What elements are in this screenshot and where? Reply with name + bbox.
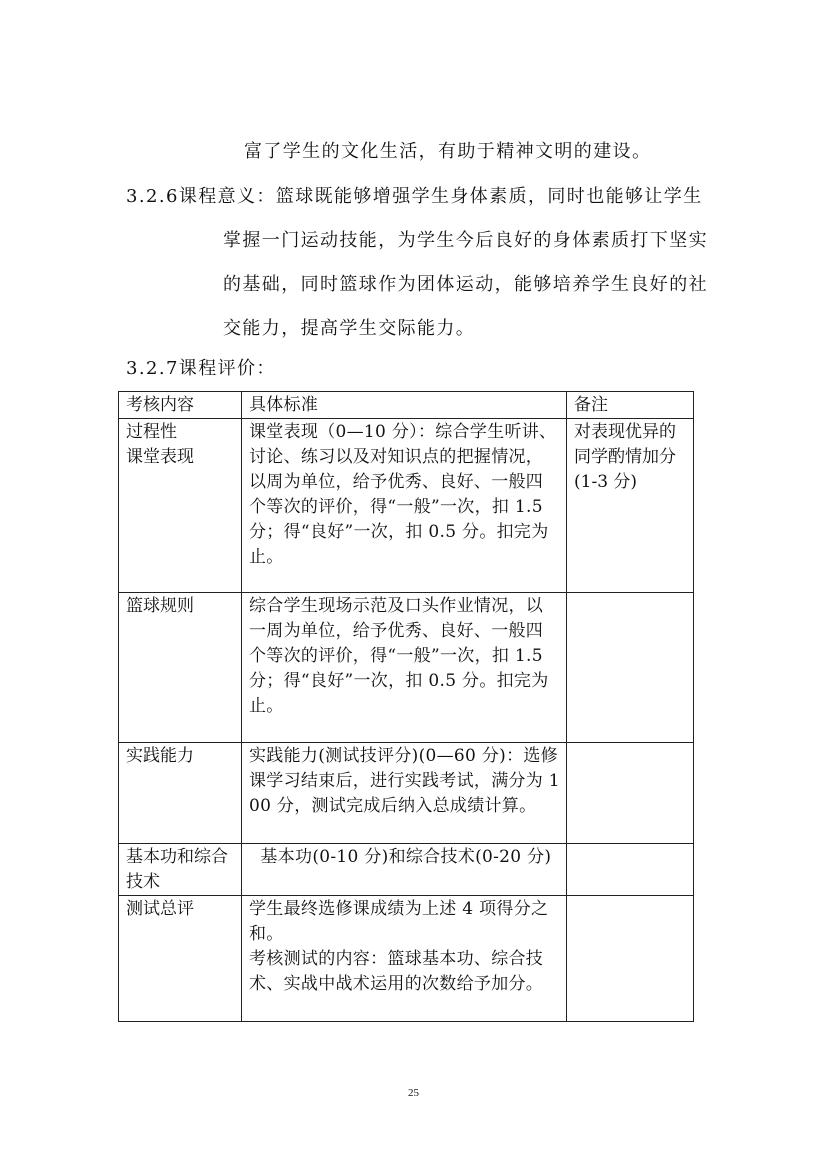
table-row bbox=[119, 593, 694, 743]
section-3-2-6-line-3: 的基础，同时篮球作为团体运动，能够培养学生良好的社 bbox=[223, 274, 708, 295]
row-note bbox=[567, 844, 694, 896]
row-item-line: 课堂表现 bbox=[126, 447, 194, 467]
row-item bbox=[119, 419, 242, 593]
section-3-2-7-heading: 3.2.7课程评价： bbox=[126, 358, 276, 379]
row-note bbox=[567, 896, 694, 1022]
header-standard: 具体标准 bbox=[242, 392, 567, 419]
table-row bbox=[119, 743, 694, 844]
row-standard bbox=[242, 896, 567, 1022]
table-row bbox=[119, 419, 694, 593]
table-row bbox=[119, 844, 694, 896]
section-3-2-6-line-1: 3.2.6课程意义：篮球既能够增强学生身体素质，同时也能够让学生 bbox=[126, 186, 703, 207]
table-row bbox=[119, 896, 694, 1022]
row-item: 基本功和综合技术 bbox=[119, 844, 242, 896]
row-item: 实践能力 bbox=[119, 743, 242, 844]
row-note bbox=[567, 743, 694, 844]
row-note: 对表现优异的同学酌情加分(1-3 分) bbox=[567, 419, 694, 593]
row-item: 篮球规则 bbox=[119, 593, 242, 743]
row-item: 测试总评 bbox=[119, 896, 242, 1022]
row-standard-line: 考核测试的内容：篮球基本功、综合技术、实战中战术运用的次数给予加分。 bbox=[249, 949, 544, 994]
row-item-line: 过程性 bbox=[126, 422, 177, 442]
row-standard: 课堂表现（0—10 分）：综合学生听讲、讨论、练习以及对知识点的把握情况，以周为单位，给予优秀、良好、一般四个等次的评价，得“一般”一次，扣 1.5 分；得“良好”一次，扣 0.5 分。扣完为止。 bbox=[242, 419, 567, 593]
row-standard-line: 学生最终选修课成绩为上述 4 项得分之和。 bbox=[249, 899, 549, 944]
row-note bbox=[567, 593, 694, 743]
row-standard: 综合学生现场示范及口头作业情况，以一周为单位，给予优秀、良好、一般四个等次的评价，得“一般”一次，扣 1.5 分；得“良好”一次，扣 0.5 分。扣完为止。 bbox=[242, 593, 567, 743]
section-3-2-6-line-2: 掌握一门运动技能，为学生今后良好的身体素质打下坚实 bbox=[223, 230, 708, 251]
row-standard: 实践能力(测试技评分)(0—60 分)：选修课学习结束后，进行实践考试，满分为 100 分，测试完成后纳入总成绩计算。 bbox=[242, 743, 567, 844]
page-number: 25 bbox=[408, 1087, 419, 1099]
evaluation-table bbox=[118, 391, 694, 1022]
header-note: 备注 bbox=[567, 392, 694, 419]
row-standard: 基本功(0-10 分)和综合技术(0-20 分) bbox=[242, 844, 567, 896]
section-3-2-6-line-4: 交能力，提高学生交际能力。 bbox=[223, 318, 476, 339]
table-header-row bbox=[119, 392, 694, 419]
paragraph-continuation: 富了学生的文化生活，有助于精神文明的建设。 bbox=[244, 141, 652, 162]
header-item: 考核内容 bbox=[119, 392, 242, 419]
